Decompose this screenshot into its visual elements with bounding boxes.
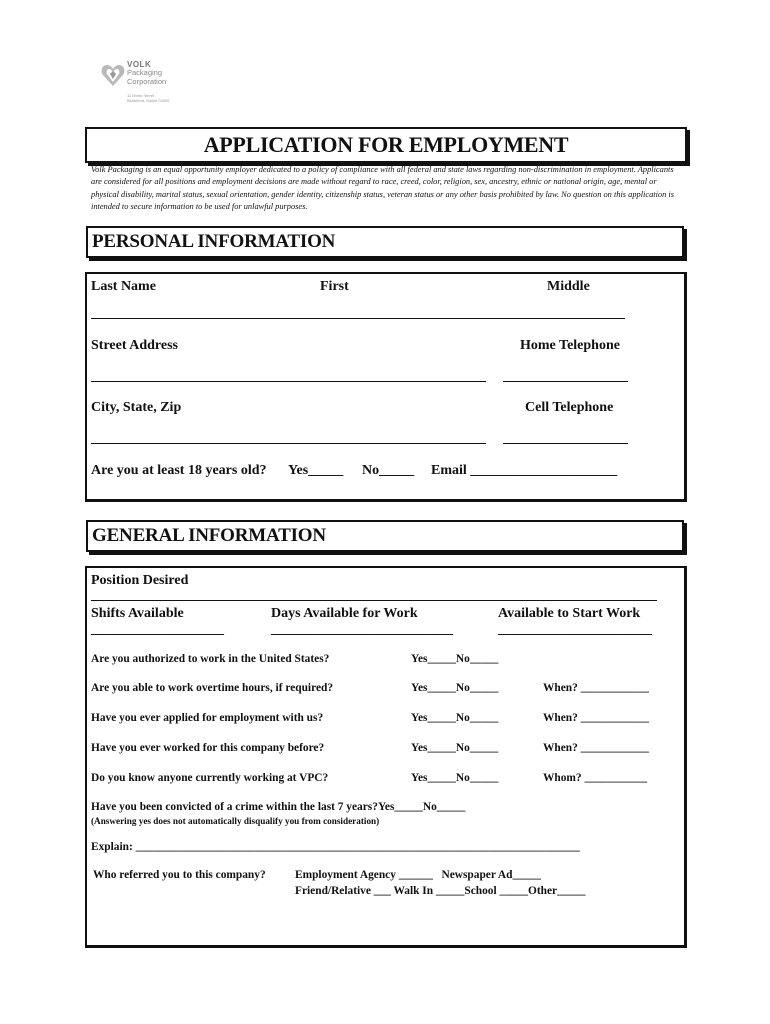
street-address-field[interactable] [91, 381, 486, 382]
shifts-available-label: Shifts Available [91, 606, 184, 621]
question-answer[interactable]: Yes_____No_____ [411, 742, 499, 754]
question-followup[interactable]: When? ____________ [543, 712, 650, 724]
question-text: Have you ever worked for this company before? [91, 742, 325, 754]
logo-address: 11 Morin Street Biddeford, Maine 04005 [127, 93, 170, 103]
title-box [85, 127, 687, 163]
explain-field[interactable]: Explain: ______________________________________________________________________________ [91, 841, 580, 853]
cell-telephone-label: Cell Telephone [525, 400, 614, 415]
question-text: Do you know anyone currently working at VPC? [91, 772, 329, 784]
street-address-label: Street Address [91, 338, 178, 353]
question-text: Are you authorized to work in the United States? [91, 653, 330, 665]
age-no-field[interactable]: No_____ [362, 463, 415, 478]
question-followup[interactable]: When? ____________ [543, 682, 650, 694]
referral-options-line1[interactable]: Employment Agency ______ Newspaper Ad_____ [295, 869, 541, 881]
middle-name-label: Middle [547, 279, 590, 294]
question-answer[interactable]: Yes_____No_____ [411, 772, 499, 784]
available-start-field[interactable]: ______________________ [498, 622, 652, 637]
general-section-header [86, 520, 684, 552]
crime-question[interactable]: Have you been convicted of a crime within the last 7 years?Yes_____No_____ [91, 801, 466, 813]
days-available-label: Days Available for Work [271, 606, 418, 621]
general-heading: GENERAL INFORMATION [92, 525, 326, 546]
cell-telephone-field[interactable] [503, 443, 628, 444]
personal-section-header [86, 226, 684, 258]
company-logo [100, 60, 190, 105]
available-start-label: Available to Start Work [498, 606, 641, 621]
question-text: Have you ever applied for employment with us? [91, 712, 324, 724]
days-available-field[interactable]: __________________________ [271, 622, 453, 637]
page-title: APPLICATION FOR EMPLOYMENT [203, 132, 569, 157]
city-state-zip-field[interactable] [91, 443, 486, 444]
age-question: Are you at least 18 years old? [91, 463, 267, 478]
question-followup[interactable]: When? ____________ [543, 742, 650, 754]
shifts-available-field[interactable]: ___________________ [91, 622, 224, 637]
question-text: Are you able to work overtime hours, if required? [91, 682, 334, 694]
position-desired-label: Position Desired [91, 573, 189, 588]
position-desired-field[interactable] [91, 600, 657, 601]
eeo-statement: Volk Packaging is an equal opportunity employer dedicated to a policy of compliance with all federal and state laws regarding non-discrimination in employment. Applicants are considered for all positions and employment decisions are made without regard to race, creed, color, religion, sex, ancestry, ethnic or national origin, age, mental or physical disability, marital status, sexual orientation, gender identity, citizenship status, veteran status or any other basis prohibited by law. No question on this application is intended to secure information to be used for unlawful purposes. [91, 165, 674, 212]
city-state-zip-label: City, State, Zip [91, 400, 182, 415]
name-field[interactable] [91, 318, 625, 319]
home-telephone-field[interactable] [503, 381, 628, 382]
last-name-label: Last Name [91, 279, 156, 294]
age-yes-field[interactable]: Yes_____ [288, 463, 344, 478]
home-telephone-label: Home Telephone [520, 338, 620, 353]
question-answer[interactable]: Yes_____No_____ [411, 653, 499, 665]
email-field[interactable]: Email _____________________ [431, 463, 618, 478]
logo-name: VOLK [127, 60, 152, 69]
crime-note: (Answering yes does not automatically disqualify you from consideration) [91, 816, 380, 826]
question-answer[interactable]: Yes_____No_____ [411, 682, 499, 694]
referral-options-line2[interactable]: Friend/Relative ___ Walk In _____School _____Other_____ [295, 885, 586, 897]
first-name-label: First [320, 279, 349, 294]
question-followup[interactable]: Whom? ___________ [543, 772, 648, 784]
personal-heading: PERSONAL INFORMATION [92, 231, 336, 252]
logo-subtitle: Packaging Corporation [127, 68, 167, 86]
referral-question: Who referred you to this company? [93, 869, 266, 881]
heart-logo-icon [100, 62, 126, 88]
question-answer[interactable]: Yes_____No_____ [411, 712, 499, 724]
